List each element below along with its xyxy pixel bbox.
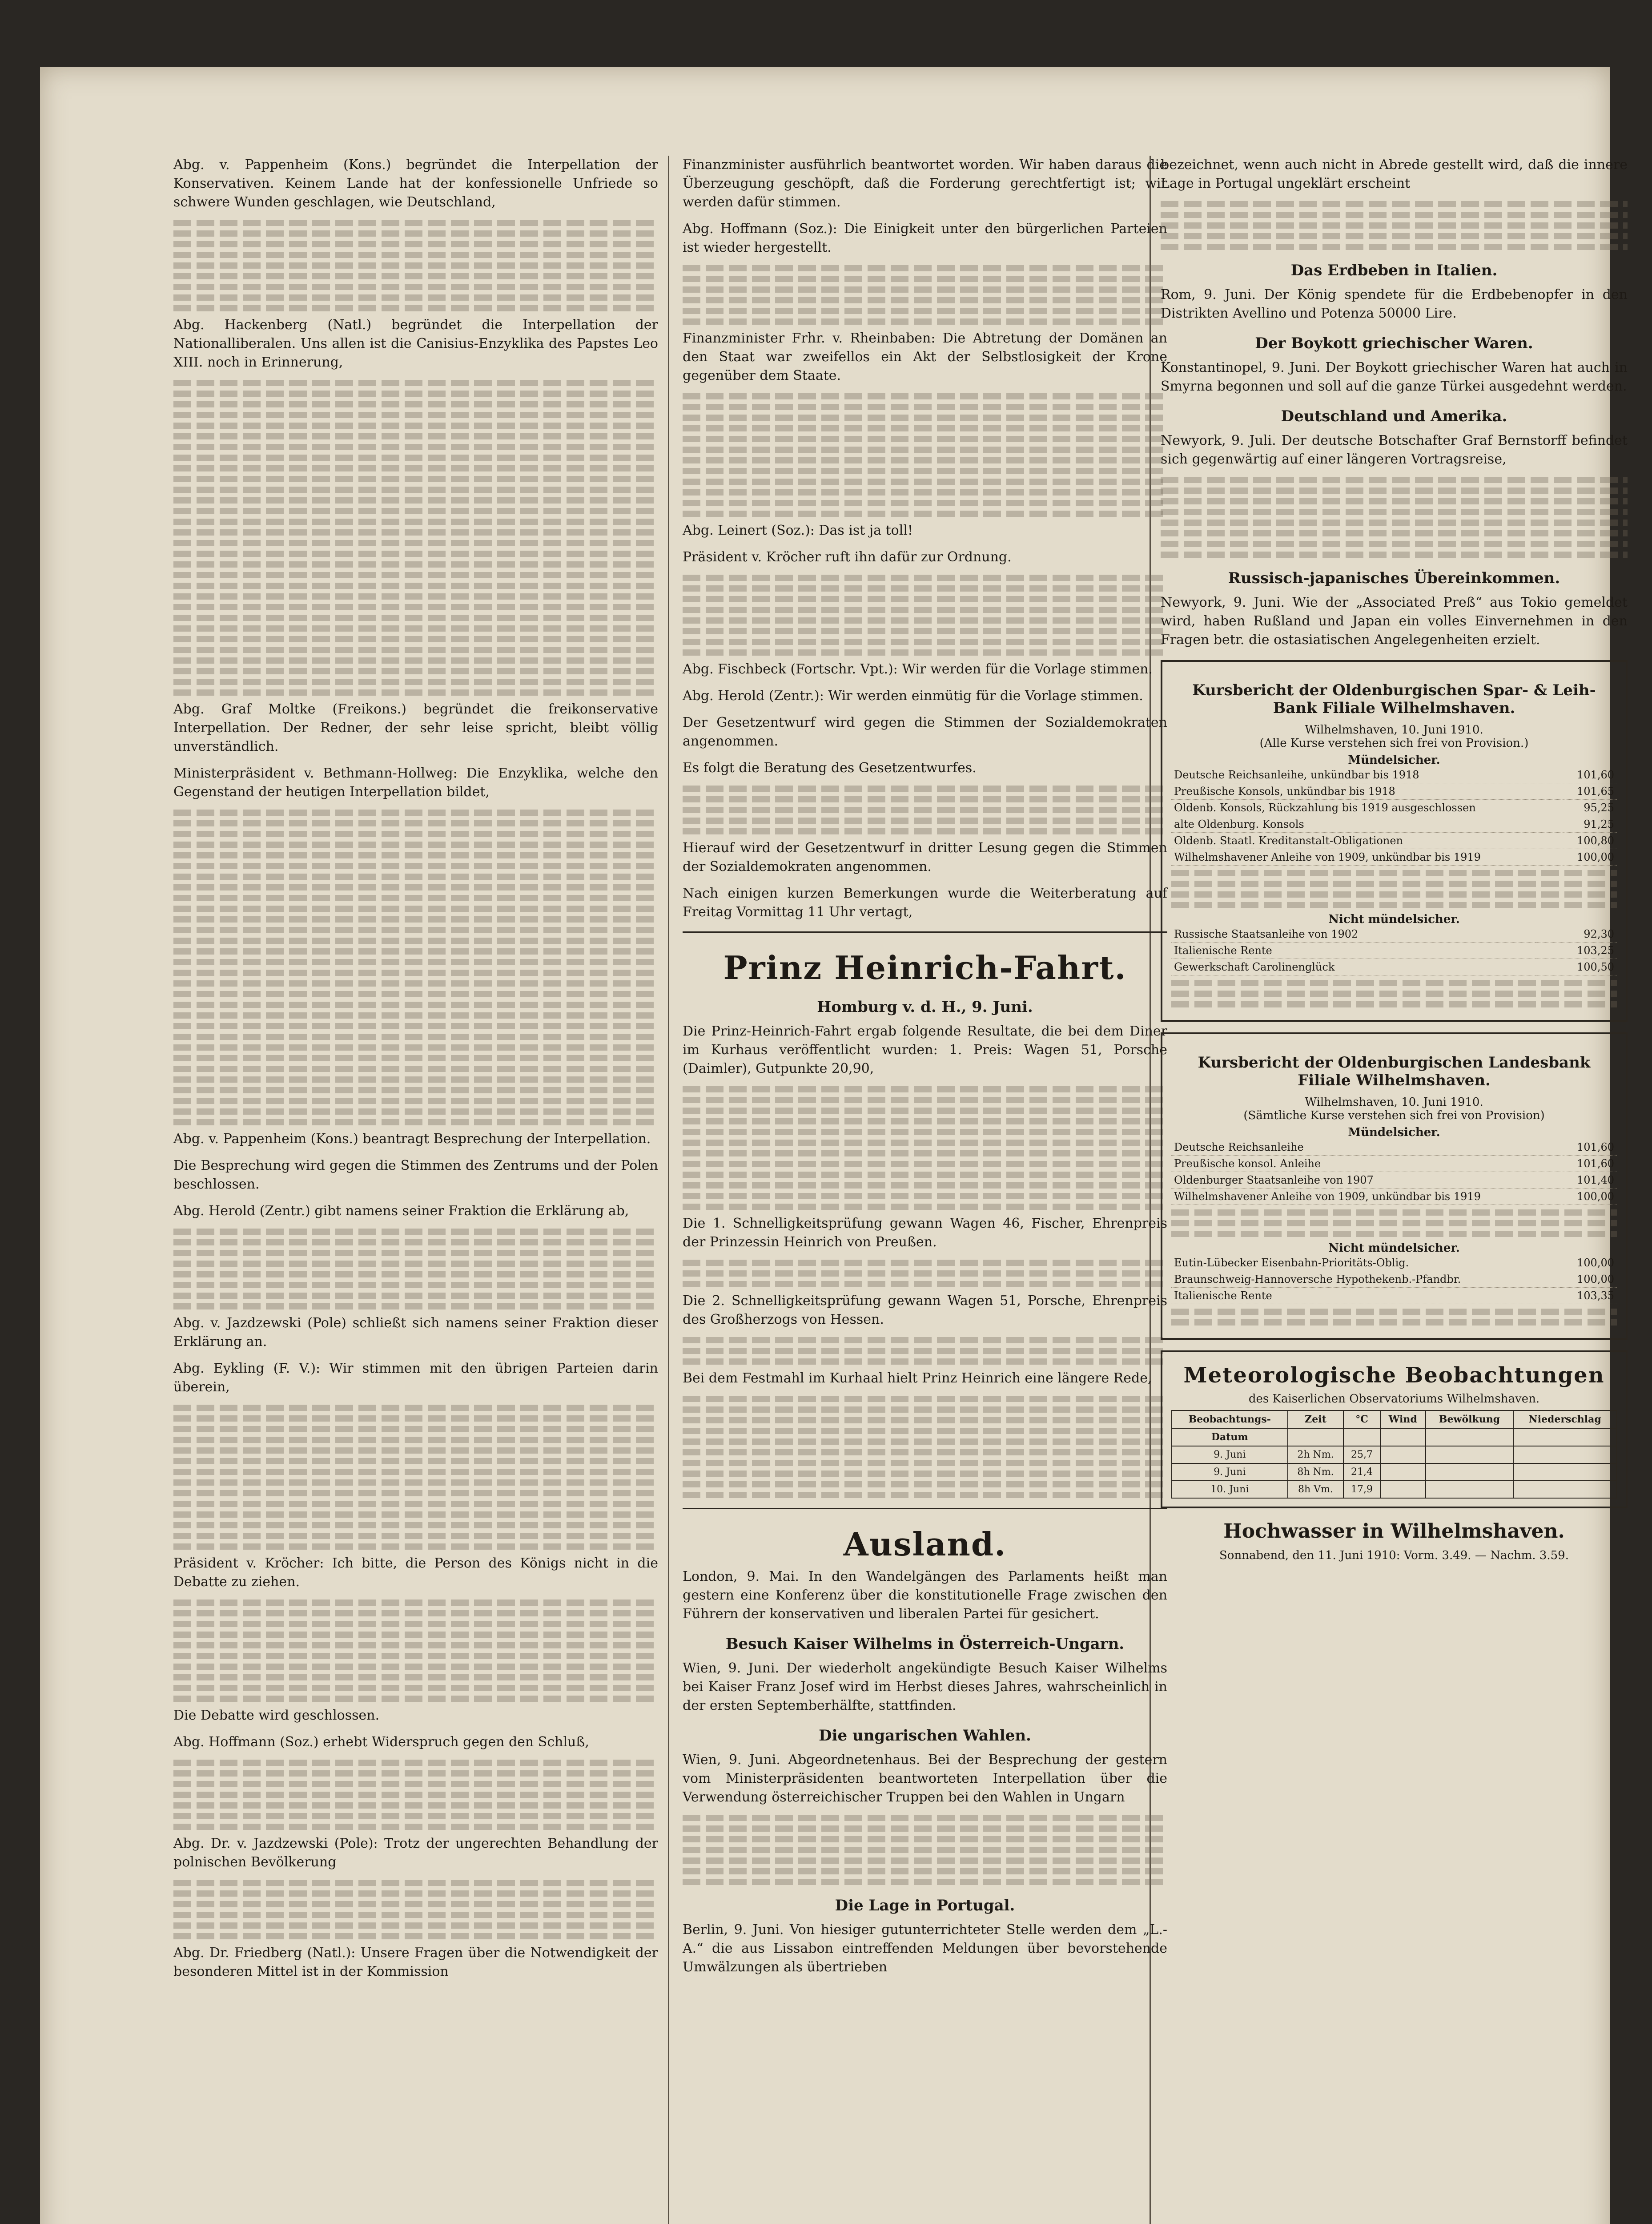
table-row: Wilhelmshavener Anleihe von 1909, unkündbar bis 1919 100,00: [1171, 849, 1617, 866]
table-row: Wilhelmshavener Anleihe von 1909, unkündbar bis 1919 100,00: [1171, 1189, 1617, 1205]
paragraph: Berlin, 9. Juni. Von hiesiger gutunterrichteter Stelle werden dem „L.-A.“ die aus Lissabon eintreffenden Meldungen über bevorstehende Umwälzungen als übertrieben: [683, 1922, 1167, 1975]
table-row: Italienische Rente 103,25: [1171, 943, 1617, 959]
weather-table: [1171, 1410, 1617, 1499]
table-row: Deutsche Reichsanleihe, unkündbar bis 1918 101,60: [1171, 767, 1617, 783]
rates-table: [1171, 1139, 1617, 1205]
rates-table: [1171, 1255, 1617, 1304]
report-section: Mündelsicher.: [1348, 1126, 1440, 1139]
report-note: (Sämtliche Kurse verstehen sich frei von Provision): [1243, 1109, 1545, 1122]
table-row: 10. Juni 8h Vm. 17,9: [1172, 1481, 1616, 1498]
paragraph: Abg. v. Pappenheim (Kons.) begründet die Interpellation der Konservativen. Keinem Lande hat der konfessionelle Unfriede so schwere Wunden geschlagen, wie Deutschland,: [173, 157, 658, 210]
paragraph: Newyork, 9. Juli. Der deutsche Botschafter Graf Bernstorff befindet sich gegenwärtig auf einer längeren Vortragsreise,: [1161, 433, 1628, 467]
paragraph: Wien, 9. Juni. Abgeordnetenhaus. Bei der Besprechung der gestern vom Ministerpräsidenten beantworteten Interpellation über die Verwendung österreichischer Truppen bei den Wahlen in Ungarn: [683, 1752, 1167, 1805]
paragraph: Finanzminister Frhr. v. Rheinbaben: Die Abtretung der Domänen an den Staat war zweifellos ein Akt der Selbstlosigkeit der Krone gegenüber dem Staate.: [683, 330, 1167, 383]
table-row: Oldenb. Konsols, Rückzahlung bis 1919 ausgeschlossen 95,25: [1171, 800, 1617, 816]
weather-box: [1161, 1350, 1628, 1508]
table-row: Italienische Rente 103,35: [1171, 1288, 1617, 1304]
paragraph: Die Prinz-Heinrich-Fahrt ergab folgende Resultate, die bei dem Diner im Kurhaus veröffentlicht wurden: 1. Preis: Wagen 51, Porsche (Daimler), Gutpunkte 20,90,: [683, 1023, 1167, 1076]
tide-line: Sonnabend, den 11. Juni 1910: Vorm. 3.49. — Nachm. 3.59.: [1219, 1549, 1569, 1562]
stock-report-box: [1161, 660, 1628, 1022]
table-row: 9. Juni 2h Nm. 25,7: [1172, 1446, 1616, 1463]
rates-table: [1171, 926, 1617, 975]
table-row: Russische Staatsanleihe von 1902 92,30: [1171, 926, 1617, 943]
subheading: Deutschland und Amerika.: [1281, 407, 1507, 425]
subheading: Besuch Kaiser Wilhelms in Österreich-Ungarn.: [725, 1635, 1125, 1653]
paragraph: Abg. Graf Moltke (Freikons.) begründet die freikonservative Interpellation. Der Redner, der sehr leise spricht, bleibt völlig unverständlich.: [173, 701, 658, 754]
table-row: Preußische Konsols, unkündbar bis 1918 101,65: [1171, 783, 1617, 800]
report-date: Wilhelmshaven, 10. Juni 1910.: [1305, 1096, 1483, 1109]
tide-title: Hochwasser in Wilhelmshaven.: [1223, 1520, 1565, 1543]
paragraph: Abg. Dr. v. Jazdzewski (Pole): Trotz der ungerechten Behandlung der polnischen Bevölkerung: [173, 1836, 658, 1870]
weather-title: Meteorologische Beobachtungen: [1183, 1363, 1605, 1388]
column-2: [683, 156, 1167, 1985]
subheading: Die ungarischen Wahlen.: [819, 1727, 1031, 1745]
paragraph: Newyork, 9. Juni. Wie der „Associated Preß“ aus Tokio gemeldet wird, haben Rußland und Japan ein volles Einvernehmen in den Fragen betr. die ostasiatischen Angelegenheiten erzielt.: [1161, 595, 1628, 648]
stock-report-box: [1161, 1032, 1628, 1340]
table-row: Deutsche Reichsanleihe 101,60: [1171, 1139, 1617, 1156]
table-row: Eutin-Lübecker Eisenbahn-Prioritäts-Oblig. 100,00: [1171, 1255, 1617, 1271]
table-header-row: Datum: [1172, 1428, 1616, 1446]
subheading: Russisch-japanisches Übereinkommen.: [1228, 569, 1560, 587]
paragraph: Rom, 9. Juni. Der König spendete für die Erdbebenopfer in den Distrikten Avellino und Potenza 50000 Lire.: [1161, 287, 1628, 321]
paragraph: Abg. Fischbeck (Fortschr. Vpt.): Wir werden für die Vorlage stimmen.: [683, 661, 1153, 677]
paragraph: Nach einigen kurzen Bemerkungen wurde die Weiterberatung auf Freitag Vormittag 11 Uhr vertagt,: [683, 886, 1167, 920]
paragraph: Abg. Eykling (F. V.): Wir stimmen mit den übrigen Parteien darin überein,: [173, 1361, 658, 1395]
table-row: 9. Juni 8h Nm. 21,4: [1172, 1463, 1616, 1481]
subheading: Das Erdbeben in Italien.: [1290, 262, 1498, 279]
table-row: Oldenb. Staatl. Kreditanstalt-Obligationen 100,80: [1171, 833, 1617, 849]
paragraph: Konstantinopel, 9. Juni. Der Boykott griechischer Waren hat auch in Smyrna begonnen und soll auf die ganze Türkei ausgedehnt werden.: [1161, 360, 1628, 394]
paragraph: Abg. Herold (Zentr.): Wir werden einmütig für die Vorlage stimmen.: [683, 688, 1143, 704]
section-rule: [683, 931, 1167, 933]
paragraph: Präsident v. Kröcher: Ich bitte, die Person des Königs nicht in die Debatte zu ziehen.: [173, 1555, 658, 1590]
paragraph: Die Besprechung wird gegen die Stimmen des Zentrums und der Polen beschlossen.: [173, 1158, 658, 1192]
paragraph: bezeichnet, wenn auch nicht in Abrede gestellt wird, daß die innere Lage in Portugal ungeklärt erscheint: [1161, 157, 1628, 191]
rates-table: [1171, 767, 1617, 866]
section-title: Prinz Heinrich-Fahrt.: [723, 949, 1127, 987]
paragraph: Die Debatte wird geschlossen.: [173, 1708, 380, 1723]
paragraph: Hierauf wird der Gesetzentwurf in dritter Lesung gegen die Stimmen der Sozialdemokraten angenommen.: [683, 840, 1167, 874]
paragraph: Präsident v. Kröcher ruft ihn dafür zur Ordnung.: [683, 549, 1012, 565]
paragraph: Abg. Leinert (Soz.): Das ist ja toll!: [683, 523, 913, 538]
table-header-row: Beobachtungs- Zeit °C Wind Bewölkung Niederschlag: [1172, 1410, 1616, 1428]
table-row: Oldenburger Staatsanleihe von 1907 101,40: [1171, 1172, 1617, 1189]
paragraph: Finanzminister ausführlich beantwortet worden. Wir haben daraus die Überzeugung geschöpft, daß die Forderung gerechtfertigt ist; wir werden dafür stimmen.: [683, 157, 1167, 210]
paragraph: Die 2. Schnelligkeitsprüfung gewann Wagen 51, Porsche, Ehrenpreis des Großherzogs von Hessen.: [683, 1293, 1167, 1327]
report-section: Nicht mündelsicher.: [1328, 1241, 1460, 1255]
paragraph: Die 1. Schnelligkeitsprüfung gewann Wagen 46, Fischer, Ehrenpreis der Prinzessin Heinrich von Preußen.: [683, 1216, 1167, 1250]
report-section: Mündelsicher.: [1348, 753, 1440, 767]
paragraph: Wien, 9. Juni. Der wiederholt angekündigte Besuch Kaiser Wilhelms bei Kaiser Franz Josef wird im Herbst dieses Jahres, wahrscheinlich in der ersten Septemberhälfte, stattfinden.: [683, 1660, 1167, 1713]
paragraph: Ministerpräsident v. Bethmann-Hollweg: Die Enzyklika, welche den Gegenstand der heutigen Interpellation bildet,: [173, 766, 658, 800]
paragraph: Abg. Hoffmann (Soz.): Die Einigkeit unter den bürgerlichen Parteien ist wieder hergestellt.: [683, 221, 1167, 255]
dateline: Homburg v. d. H., 9. Juni.: [817, 998, 1033, 1016]
table-row: alte Oldenburg. Konsols 91,25: [1171, 816, 1617, 833]
paragraph: Abg. Hoffmann (Soz.) erhebt Widerspruch gegen den Schluß,: [173, 1734, 589, 1750]
table-row: Braunschweig-Hannoversche Hypothekenb.-Pfandbr. 100,00: [1171, 1271, 1617, 1288]
table-row: Preußische konsol. Anleihe 101,60: [1171, 1156, 1617, 1172]
section-title: Ausland.: [843, 1525, 1007, 1563]
paragraph: Es folgt die Beratung des Gesetzentwurfes.: [683, 760, 977, 776]
newspaper-page: [40, 67, 1628, 2224]
paragraph: Bei dem Festmahl im Kurhaal hielt Prinz Heinrich eine längere Rede,: [683, 1370, 1152, 1386]
subheading: Der Boykott griechischer Waren.: [1255, 334, 1533, 352]
paragraph: Der Gesetzentwurf wird gegen die Stimmen der Sozialdemokraten angenommen.: [683, 715, 1167, 749]
report-note: (Alle Kurse verstehen sich frei von Provision.): [1259, 737, 1529, 750]
paragraph: Abg. Dr. Friedberg (Natl.): Unsere Fragen über die Notwendigkeit der besonderen Mittel ist in der Kommission: [173, 1945, 658, 1979]
report-section: Nicht mündelsicher.: [1328, 913, 1460, 926]
paragraph: Abg. Hackenberg (Natl.) begründet die Interpellation der Nationalliberalen. Uns allen ist die Canisius-Enzyklika des Papstes Leo XIII. noch in Erinnerung,: [173, 317, 658, 370]
table-row: Gewerkschaft Carolinenglück 100,50: [1171, 959, 1617, 975]
paragraph: London, 9. Mai. In den Wandelgängen des Parlaments heißt man gestern eine Konferenz über die konstitutionelle Frage zwischen den Führern der konservativen und liberalen Partei für gesichert.: [683, 1569, 1167, 1622]
report-date: Wilhelmshaven, 10. Juni 1910.: [1305, 723, 1483, 737]
paragraph: Abg. v. Jazdzewski (Pole) schließt sich namens seiner Fraktion dieser Erklärung an.: [173, 1315, 658, 1350]
weather-subtitle: des Kaiserlichen Observatoriums Wilhelmshaven.: [1248, 1392, 1540, 1406]
paragraph: Abg. Herold (Zentr.) gibt namens seiner Fraktion die Erklärung ab,: [173, 1203, 629, 1219]
column-rule: [668, 156, 669, 2224]
section-rule: [683, 1508, 1167, 1509]
paragraph: Abg. v. Pappenheim (Kons.) beantragt Besprechung der Interpellation.: [173, 1131, 651, 1147]
column-3: [1161, 156, 1628, 1562]
column-1: [173, 156, 658, 1989]
report-title: Kursbericht der Oldenburgischen Spar- & Leih-Bank Filiale Wilhelmshaven.: [1192, 681, 1596, 717]
subheading: Die Lage in Portugal.: [835, 1897, 1015, 1914]
report-title: Kursbericht der Oldenburgischen Landesbank Filiale Wilhelmshaven.: [1198, 1054, 1591, 1089]
